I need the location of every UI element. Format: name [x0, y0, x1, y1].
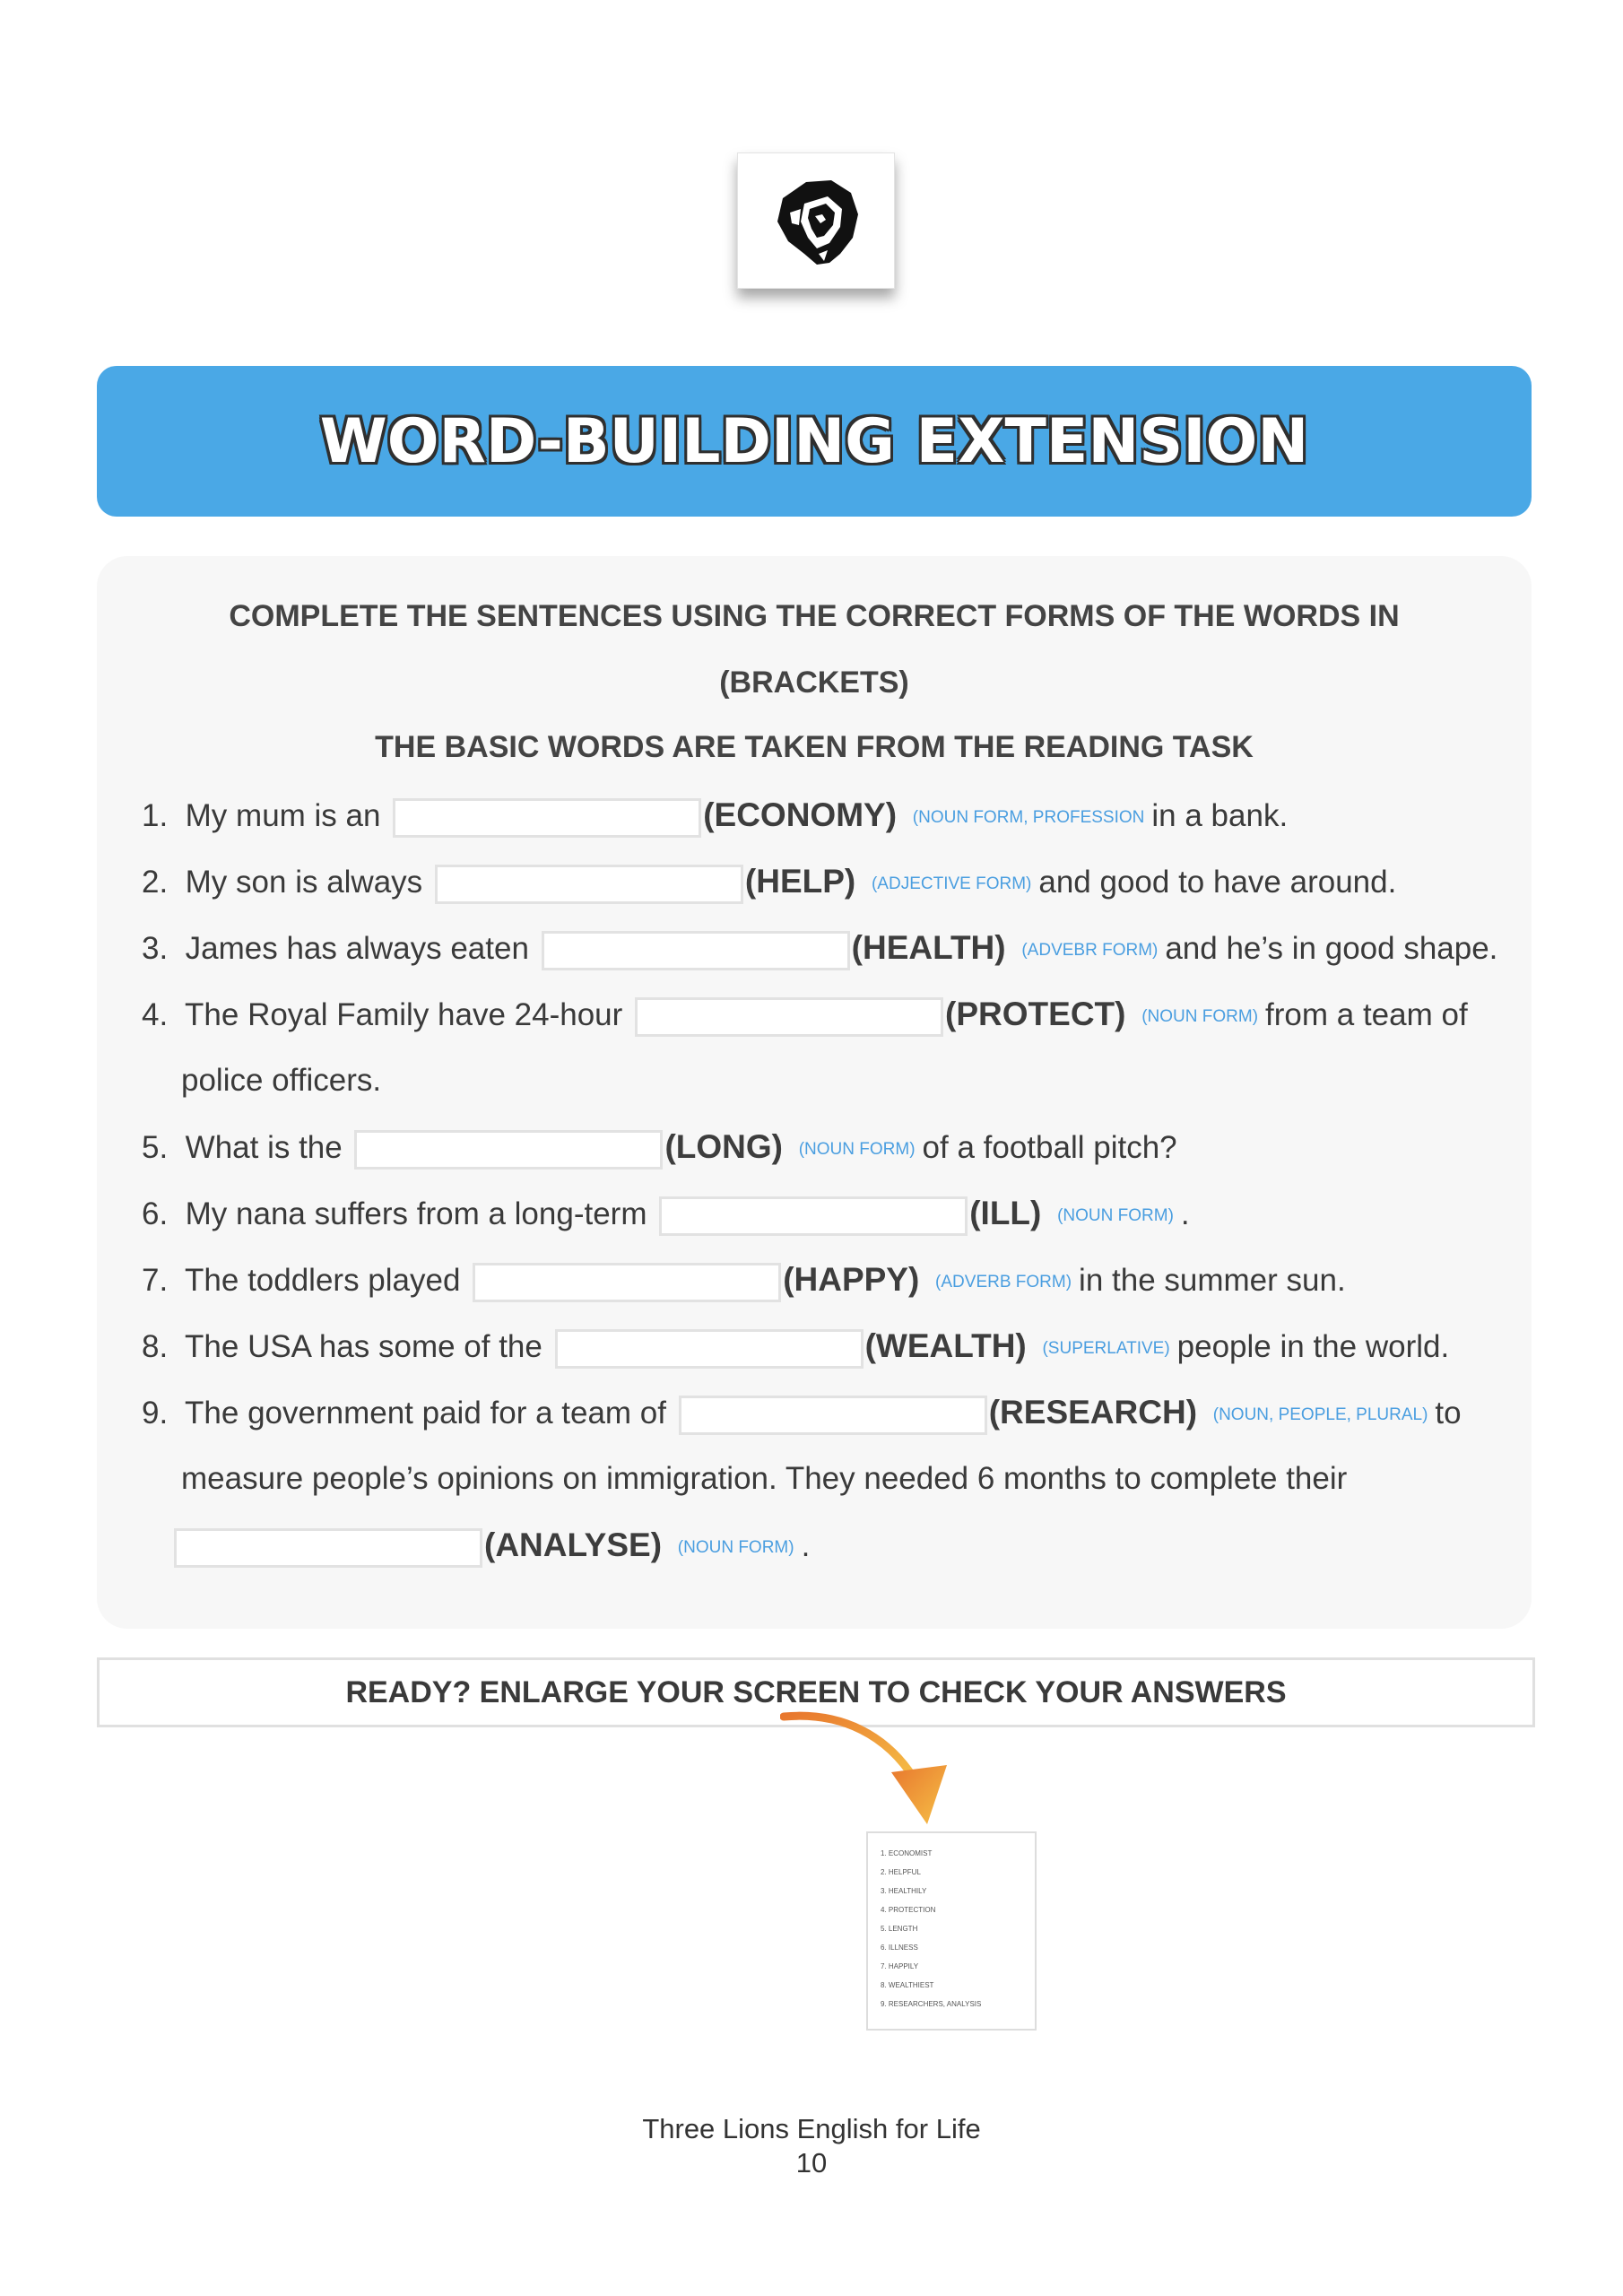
answer-blank-3[interactable] [542, 931, 850, 970]
answer-key-thumbnail[interactable] [866, 1831, 1037, 2031]
answer-4: 4. PROTECTION [881, 1906, 936, 1914]
form-hint: (NOUN, PEOPLE, PLURAL) [1212, 1405, 1428, 1424]
sentence-end: in a bank. [1151, 798, 1289, 833]
form-hint: (NOUN FORM) [1057, 1205, 1174, 1225]
answer-blank-2[interactable] [435, 865, 743, 904]
answer-8: 8. WEALTHIEST [881, 1981, 934, 1989]
base-word: (ANALYSE) [484, 1526, 663, 1563]
answer-5: 5. LENGTH [881, 1925, 918, 1933]
base-word: (LONG) [664, 1128, 783, 1165]
answer-blank-4[interactable] [635, 997, 943, 1037]
exercise-item-9-final [170, 1512, 810, 1581]
curved-arrow-icon [780, 1709, 959, 1844]
answer-blank-8[interactable] [555, 1329, 864, 1369]
exercise-item-3 [142, 915, 1497, 984]
sentence-end: to [1435, 1396, 1462, 1431]
form-hint: (ADVEBR FORM) [1021, 940, 1159, 960]
answer-blank-7[interactable] [473, 1263, 781, 1302]
form-hint: (NOUN FORM) [1141, 1006, 1259, 1026]
item-number: 3. [142, 931, 169, 966]
answer-1: 1. ECONOMIST [881, 1849, 933, 1857]
sentence-start: The government paid for a team of [185, 1396, 666, 1431]
answer-blank-1[interactable] [393, 798, 701, 838]
sentence-end: people in the world. [1176, 1329, 1450, 1364]
base-word: (HELP) [744, 863, 856, 900]
sentence-start: What is the [185, 1130, 343, 1165]
item-number: 9. [142, 1396, 169, 1431]
sentence-start: My nana suffers from a long-term [185, 1196, 647, 1231]
exercise-item-4-continued: police officers. [181, 1063, 382, 1098]
answer-7: 7. HAPPILY [881, 1962, 919, 1970]
sentence-start: The USA has some of the [185, 1329, 542, 1364]
item-number: 2. [142, 865, 169, 900]
base-word: (ECONOMY) [703, 796, 898, 833]
exercise-item-2 [142, 848, 1396, 918]
item-number: 6. [142, 1196, 169, 1231]
page-title: WORD-BUILDING EXTENSION [319, 405, 1309, 477]
exercise-item-9-continued: measure people’s opinions on immigration. They needed 6 months to complete their [181, 1461, 1348, 1496]
base-word: (PROTECT) [945, 996, 1126, 1032]
form-hint: (NOUN FORM) [677, 1537, 794, 1557]
sentence-end: from a team of [1265, 997, 1468, 1032]
item-number: 1. [142, 798, 169, 833]
logo-frame [737, 152, 895, 289]
answer-6: 6. ILLNESS [881, 1944, 918, 1952]
base-word: (HEALTH) [851, 929, 1006, 966]
instruction-line-3: THE BASIC WORDS ARE TAKEN FROM THE READING TASK [375, 730, 1254, 764]
item-number: 8. [142, 1329, 169, 1364]
sentence-end: of a football pitch? [922, 1130, 1177, 1165]
sentence-end: . [1180, 1196, 1190, 1231]
sentence-start: The toddlers played [185, 1263, 461, 1298]
answer-blank-9[interactable] [679, 1396, 987, 1435]
item-number: 5. [142, 1130, 169, 1165]
form-hint: (ADVERB FORM) [935, 1272, 1072, 1292]
answer-blank-10[interactable] [174, 1528, 482, 1568]
form-hint: (ADJECTIVE FORM) [871, 874, 1032, 893]
footer-brand: Three Lions English for Life [642, 2113, 981, 2144]
page-number: 10 [795, 2147, 828, 2179]
exercise-item-1 [142, 782, 1288, 851]
exercise-item-4 [142, 981, 1468, 1050]
exercise-item-7 [142, 1247, 1346, 1316]
exercise-item-8 [142, 1313, 1449, 1382]
check-answers-label: READY? ENLARGE YOUR SCREEN TO CHECK YOUR ANSWERS [345, 1674, 1287, 1709]
item-number: 7. [142, 1263, 169, 1298]
lion-head-icon [765, 173, 867, 272]
base-word: (RESEARCH) [988, 1394, 1198, 1431]
title-banner [97, 366, 1532, 517]
answer-2: 2. HELPFUL [881, 1868, 921, 1876]
exercise-item-9 [142, 1379, 1462, 1448]
form-hint: (NOUN FORM) [798, 1139, 916, 1159]
answer-blank-6[interactable] [659, 1196, 968, 1236]
sentence-end: and he’s in good shape. [1165, 931, 1498, 966]
form-hint: (NOUN FORM, PROFESSION [912, 807, 1145, 827]
sentence-end: in the summer sun. [1079, 1263, 1346, 1298]
answer-3: 3. HEALTHILY [881, 1887, 927, 1895]
exercise-item-5 [142, 1114, 1177, 1183]
answer-blank-5[interactable] [354, 1130, 663, 1170]
sentence-start: The Royal Family have 24-hour [185, 997, 623, 1032]
form-hint: (SUPERLATIVE) [1042, 1338, 1170, 1358]
instruction-line-1: COMPLETE THE SENTENCES USING THE CORRECT FORMS OF THE WORDS IN [229, 599, 1400, 633]
sentence-end: . [801, 1528, 811, 1563]
sentence-end: and good to have around. [1038, 865, 1397, 900]
sentence-start: My mum is an [185, 798, 381, 833]
instruction-line-2: (BRACKETS) [719, 665, 909, 700]
base-word: (WEALTH) [864, 1327, 1027, 1364]
exercise-item-6 [142, 1180, 1190, 1249]
base-word: (HAPPY) [783, 1261, 920, 1298]
answer-9: 9. RESEARCHERS, ANALYSIS [881, 2000, 982, 2008]
item-number: 4. [142, 997, 169, 1032]
sentence-start: James has always eaten [185, 931, 529, 966]
sentence-start: My son is always [185, 865, 423, 900]
base-word: (ILL) [969, 1195, 1042, 1231]
